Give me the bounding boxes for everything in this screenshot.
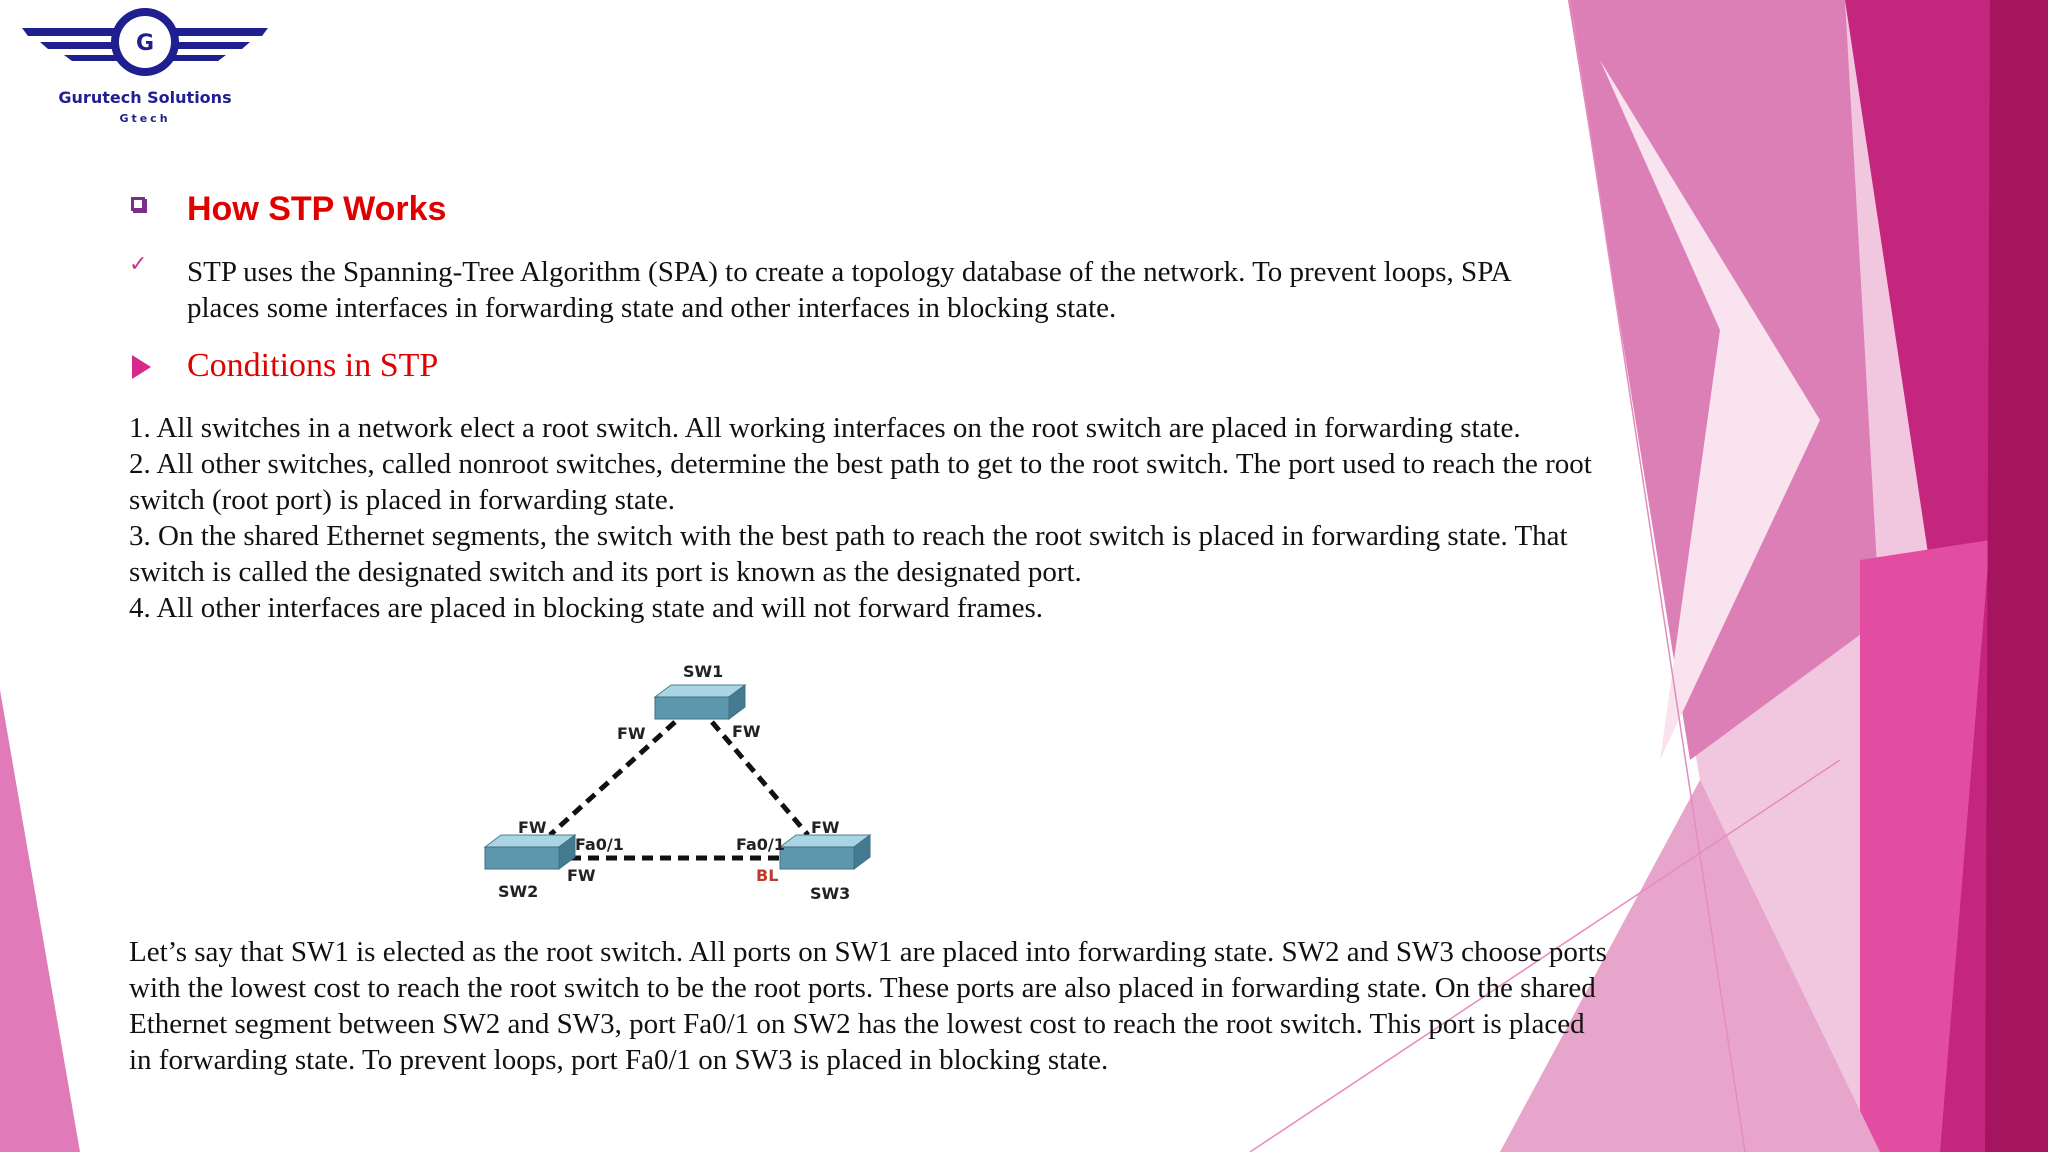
switch-label-sw3: SW3 xyxy=(810,884,851,903)
condition-item: 1. All switches in a network elect a root switch. All working interfaces on the root switch are placed in forwarding state. xyxy=(129,412,1521,444)
slide-heading: How STP Works xyxy=(187,190,447,228)
triangle-bullet-icon xyxy=(132,355,151,379)
left-pink-sliver xyxy=(0,690,80,1152)
port-id-label: Fa0/1 xyxy=(736,835,785,854)
stp-topology-diagram xyxy=(470,650,890,910)
conditions-heading: Conditions in STP xyxy=(187,347,439,384)
blocking-state-label: BL xyxy=(756,866,779,885)
condition-item: 4. All other interfaces are placed in blocking state and will not forward frames. xyxy=(129,592,1043,624)
switch-sw2-icon xyxy=(485,835,575,869)
intro-paragraph: STP uses the Spanning-Tree Algorithm (SPA) to create a topology database of the network. To prevent loops, SPA places some interfaces in forwarding state and other interfaces in blocking state. xyxy=(187,256,1510,324)
switch-sw3-icon xyxy=(780,835,870,869)
explanation-paragraph: Let’s say that SW1 is elected as the root switch. All ports on SW1 are placed into forwarding state. SW2 and SW3 choose ports with the lowest cost to reach the root switch to be the root ports. These ports are also placed in forwarding state. On the shared Ethernet segment between SW2 and SW3, port Fa0/1 on SW2 has the lowest cost to reach the root switch. This port is placed in forwarding state. To prevent loops, port Fa0/1 on SW3 is placed in blocking state. xyxy=(129,936,1607,1076)
company-logo xyxy=(20,4,270,128)
logo-emblem xyxy=(20,4,270,88)
switch-sw1-icon xyxy=(655,685,745,719)
port-state-label: FW xyxy=(732,722,761,741)
checkmark-bullet-icon: ✓ xyxy=(129,252,148,277)
right-dark-magenta-panel xyxy=(1985,0,2048,1152)
logo-company-name: Gurutech Solutions xyxy=(58,88,232,107)
port-id-label: Fa0/1 xyxy=(575,835,624,854)
port-state-label: FW xyxy=(617,724,646,743)
switch-label-sw2: SW2 xyxy=(498,882,539,901)
port-state-label: FW xyxy=(811,818,840,837)
port-state-label: FW xyxy=(567,866,596,885)
logo-subtitle: Gtech xyxy=(119,112,171,125)
port-state-label: FW xyxy=(518,818,547,837)
switch-label-sw1: SW1 xyxy=(683,662,724,681)
conditions-list xyxy=(129,410,1609,626)
condition-item: 2. All other switches, called nonroot switches, determine the best path to get to the root switch. The port used to reach the root switch (root port) is placed in forwarding state. xyxy=(129,448,1592,516)
logo-letter: G xyxy=(135,31,155,56)
square-bullet-icon xyxy=(131,197,145,211)
condition-item: 3. On the shared Ethernet segments, the switch with the best path to reach the root switch is placed in forwarding state. That switch is called the designated switch and its port is known as the designated port. xyxy=(129,520,1568,588)
link-sw1-sw2 xyxy=(550,722,675,835)
